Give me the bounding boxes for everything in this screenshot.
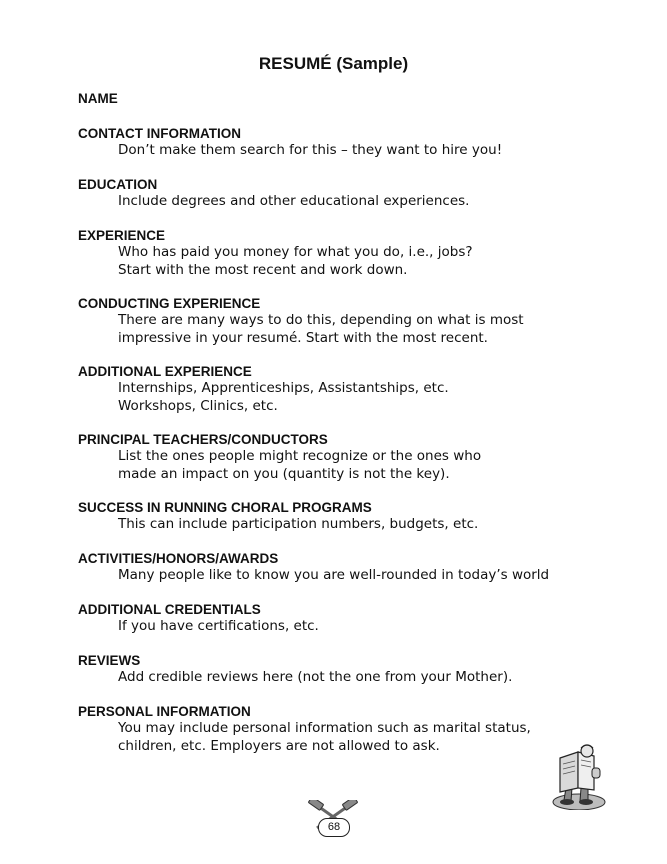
section-text: Workshops, Clinics, etc. [118, 397, 278, 414]
section-conducting-experience [78, 295, 638, 347]
section-text: Many people like to know you are well-rounded in today’s world [118, 567, 550, 583]
section-text: Start with the most recent and work down. [118, 261, 408, 278]
section-text: List the ones people might recognize or the ones who [118, 448, 482, 464]
section-text: Include degrees and other educational experiences. [118, 193, 470, 209]
section-heading: EDUCATION [78, 177, 158, 192]
section-activities-honors-awards [78, 550, 638, 585]
reading-character-icon [548, 744, 610, 810]
section-text: If you have certifications, etc. [118, 618, 319, 634]
section-text: Internships, Apprenticeships, Assistantships, etc. [118, 380, 449, 396]
section-text: children, etc. Employers are not allowed to ask. [118, 737, 440, 754]
section-text: There are many ways to do this, depending on what is most [118, 312, 524, 328]
section-heading: ACTIVITIES/HONORS/AWARDS [78, 551, 279, 566]
name-heading: NAME [78, 91, 118, 106]
section-education [78, 176, 638, 211]
page-number-ornament [305, 800, 361, 840]
section-text: You may include personal information such as marital status, [118, 720, 531, 736]
section-text: Add credible reviews here (not the one from your Mother). [118, 669, 513, 685]
section-principal-teachers [78, 431, 638, 483]
section-text: impressive in your resumé. Start with the most recent. [118, 329, 488, 346]
section-heading: EXPERIENCE [78, 228, 166, 243]
section-heading: ADDITIONAL CREDENTIALS [78, 602, 261, 617]
section-additional-credentials [78, 601, 638, 636]
section-heading: SUCCESS IN RUNNING CHORAL PROGRAMS [78, 500, 372, 515]
section-contact-information [78, 125, 638, 160]
section-heading: REVIEWS [78, 653, 141, 668]
section-heading: PRINCIPAL TEACHERS/CONDUCTORS [78, 432, 328, 447]
page-title: RESUMÉ (Sample) [258, 54, 409, 73]
section-heading: CONDUCTING EXPERIENCE [78, 296, 261, 311]
section-reviews [78, 652, 638, 687]
section-text: Who has paid you money for what you do, i.e., jobs? [118, 244, 473, 260]
section-additional-experience [78, 363, 638, 415]
section-text: Don’t make them search for this – they want to hire you! [118, 142, 503, 158]
section-heading: CONTACT INFORMATION [78, 126, 241, 141]
page-number: 68 [318, 818, 350, 837]
section-text: This can include participation numbers, budgets, etc. [118, 516, 479, 532]
section-experience [78, 227, 638, 279]
section-heading: PERSONAL INFORMATION [78, 704, 251, 719]
section-success-choral-programs [78, 499, 638, 534]
section-text: made an impact on you (quantity is not the key). [118, 465, 450, 482]
section-heading: ADDITIONAL EXPERIENCE [78, 364, 252, 379]
